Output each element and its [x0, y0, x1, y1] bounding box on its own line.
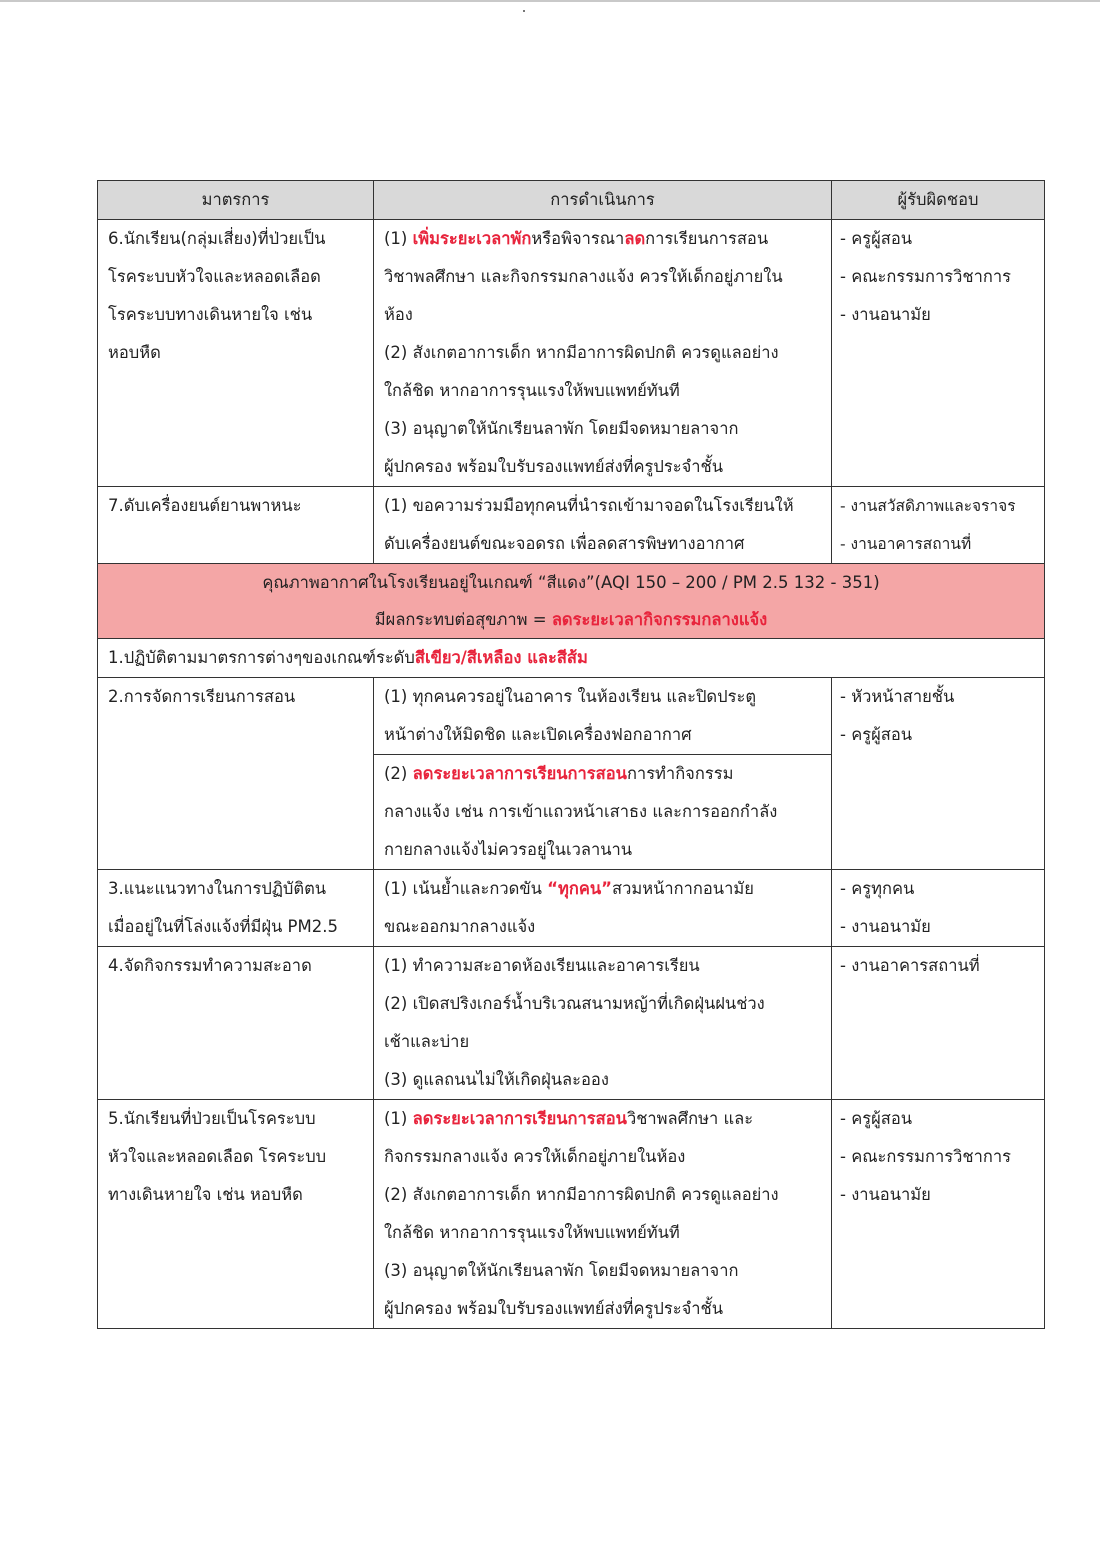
highlight-text: ลด [624, 229, 646, 248]
responsible-item: - งานอนามัย [840, 1185, 931, 1204]
table-row-7 [98, 487, 1045, 564]
operation-line: ใกล้ชิด หากอาการรุนแรงให้พบแพทย์ทันที [384, 1223, 680, 1242]
operation-line: (3) ดูแลถนนไม่ให้เกิดฝุ่นละออง [384, 1070, 609, 1089]
responsible-item: - งานอนามัย [840, 305, 931, 324]
measures-table [97, 180, 1045, 1329]
operation-line: กลางแจ้ง เช่น การเข้าแถวหน้าเสาธง และการออกกำลัง [384, 802, 778, 821]
operation-cell [374, 678, 832, 755]
operation-line: (2) สังเกตอาการเด็ก หากมีอาการผิดปกติ ควรดูแลอย่าง [384, 343, 779, 362]
header-measures: มาตรการ [98, 181, 374, 220]
red-level-band [98, 564, 1045, 639]
responsible-item: - หัวหน้าสายชั้น [840, 687, 955, 706]
responsible-cell [832, 870, 1045, 947]
measure-line: 3.แนะแนวทางในการปฏิบัติตน [108, 879, 327, 898]
measure-line: โรคระบบหัวใจและหลอดเลือด [108, 267, 321, 286]
responsible-item: - คณะกรรมการวิชาการ [840, 1147, 1011, 1166]
measure-line: 5.นักเรียนที่ป่วยเป็นโรคระบบ [108, 1109, 316, 1128]
operation-cell [374, 220, 832, 487]
scan-dot [523, 10, 525, 12]
measure-line: 7.ดับเครื่องยนต์ยานพาหนะ [108, 496, 302, 515]
responsible-cell [832, 487, 1045, 564]
text: สวมหน้ากากอนามัย [612, 879, 754, 898]
operation-line: หน้าต่างให้มิดชิด และเปิดเครื่องฟอกอากาศ [384, 725, 692, 744]
table-row-3 [98, 870, 1045, 947]
operation-line: (1) ทำความสะอาดห้องเรียนและอาคารเรียน [384, 956, 700, 975]
responsible-item: - งานอาคารสถานที่ [840, 535, 972, 553]
table-row-2a [98, 678, 1045, 755]
table-row-5 [98, 1100, 1045, 1329]
responsible-item: - งานสวัสดิภาพและจราจร [840, 497, 1016, 515]
operation-line [384, 870, 821, 908]
measure-cell [98, 1100, 374, 1329]
operation-line [384, 220, 821, 258]
responsible-item: - งานอนามัย [840, 917, 931, 936]
operation-line: (2) เปิดสปริงเกอร์น้ำบริเวณสนามหญ้าที่เกิดฝุ่นฝนช่วง [384, 994, 765, 1013]
measure-line: เมื่ออยู่ในที่โล่งแจ้งที่มีฝุ่น PM2.5 [108, 917, 338, 936]
text: มีผลกระทบต่อสุขภาพ = [374, 610, 552, 629]
highlight-text: สีเขียว/สีเหลือง และสีส้ม [414, 648, 588, 667]
operation-cell [374, 1100, 832, 1329]
measure-cell [98, 487, 374, 564]
text: (1) เน้นย้ำและกวดขัน [384, 879, 548, 898]
text: (2) [384, 764, 413, 783]
text: การเรียนการสอน [645, 229, 769, 248]
operation-cell [374, 870, 832, 947]
text: 1.ปฏิบัติตามมาตรการต่างๆของเกณฑ์ระดับ [108, 648, 415, 667]
highlight-text: ลดระยะเวลาการเรียนการสอน [412, 764, 627, 783]
red-level-heading [98, 564, 1045, 639]
operation-line: เช้าและบ่าย [384, 1032, 470, 1051]
text: (1) [384, 229, 413, 248]
operation-line: กายกลางแจ้งไม่ควรอยู่ในเวลานาน [384, 840, 633, 859]
responsible-cell [832, 1100, 1045, 1329]
responsible-item: - ครูผู้สอน [840, 725, 913, 744]
responsible-item: - ครูทุกคน [840, 879, 915, 898]
operation-line [384, 755, 821, 793]
operation-line [384, 1100, 821, 1138]
responsible-item: - ครูผู้สอน [840, 1109, 913, 1128]
operation-line: ขณะออกมากลางแจ้ง [384, 917, 536, 936]
highlight-text: “ทุกคน” [547, 879, 613, 898]
table-row-4 [98, 947, 1045, 1100]
operation-line: ดับเครื่องยนต์ขณะจอดรถ เพื่อลดสารพิษทางอากาศ [384, 534, 745, 553]
top-rule [0, 0, 1100, 2]
responsible-item: - คณะกรรมการวิชาการ [840, 267, 1011, 286]
band-line-1: คุณภาพอากาศในโรงเรียนอยู่ในเกณฑ์ “สีแดง”(AQI 150 – 200 / PM 2.5 132 - 351) [262, 573, 880, 592]
measure-line: โรคระบบทางเดินหายใจ เช่น [108, 305, 313, 324]
operation-line: (3) อนุญาตให้นักเรียนลาพัก โดยมีจดหมายลาจาก [384, 1261, 739, 1280]
responsible-cell [832, 947, 1045, 1100]
operation-line: วิชาพลศึกษา และกิจกรรมกลางแจ้ง ควรให้เด็กอยู่ภายใน [384, 267, 783, 286]
operation-line: ผู้ปกครอง พร้อมใบรับรองแพทย์ส่งที่ครูประจำชั้น [384, 457, 724, 476]
highlight-text: เพิ่มระยะเวลาพัก [412, 229, 532, 248]
operation-cell [374, 755, 832, 870]
measure-line: หัวใจและหลอดเลือด โรคระบบ [108, 1147, 327, 1166]
table-row-1 [98, 639, 1045, 678]
operation-line: (3) อนุญาตให้นักเรียนลาพัก โดยมีจดหมายลาจาก [384, 419, 739, 438]
operation-line: (2) สังเกตอาการเด็ก หากมีอาการผิดปกติ ควรดูแลอย่าง [384, 1185, 779, 1204]
measure-line: 2.การจัดการเรียนการสอน [108, 687, 296, 706]
full-width-cell [98, 639, 1045, 678]
responsible-cell [832, 678, 1045, 870]
measure-line: หอบหืด [108, 343, 161, 362]
table-header [98, 181, 1045, 220]
operation-line: (1) ขอความร่วมมือทุกคนที่นำรถเข้ามาจอดในโรงเรียนให้ [384, 496, 794, 515]
highlight-text: ลดระยะเวลาการเรียนการสอน [412, 1109, 627, 1128]
responsible-cell [832, 220, 1045, 487]
measure-cell [98, 678, 374, 870]
measure-line: 4.จัดกิจกรรมทำความสะอาด [108, 956, 312, 975]
measure-line: 6.นักเรียน(กลุ่มเสี่ยง)ที่ป่วยเป็น [108, 229, 326, 248]
operation-cell [374, 947, 832, 1100]
text: (1) [384, 1109, 413, 1128]
table-row-6 [98, 220, 1045, 487]
measure-cell [98, 947, 374, 1100]
text: การทำกิจกรรม [626, 764, 734, 783]
highlight-text: ลดระยะเวลากิจกรรมกลางแจ้ง [551, 610, 768, 629]
text: วิชาพลศึกษา และ [626, 1109, 754, 1128]
operation-line: ห้อง [384, 305, 413, 324]
band-line-2 [108, 601, 1034, 638]
full-line [108, 639, 1034, 677]
operation-line: กิจกรรมกลางแจ้ง ควรให้เด็กอยู่ภายในห้อง [384, 1147, 686, 1166]
measure-cell [98, 870, 374, 947]
operation-cell [374, 487, 832, 564]
measure-cell [98, 220, 374, 487]
responsible-item: - งานอาคารสถานที่ [840, 956, 980, 975]
operation-line: ผู้ปกครอง พร้อมใบรับรองแพทย์ส่งที่ครูประจำชั้น [384, 1299, 724, 1318]
text: หรือพิจารณา [531, 229, 625, 248]
operation-line: (1) ทุกคนควรอยู่ในอาคาร ในห้องเรียน และปิดประตู [384, 687, 757, 706]
measure-line: ทางเดินหายใจ เช่น หอบหืด [108, 1185, 303, 1204]
responsible-item: - ครูผู้สอน [840, 229, 913, 248]
header-operations: การดำเนินการ [374, 181, 832, 220]
operation-line: ใกล้ชิด หากอาการรุนแรงให้พบแพทย์ทันที [384, 381, 680, 400]
header-responsible: ผู้รับผิดชอบ [832, 181, 1045, 220]
